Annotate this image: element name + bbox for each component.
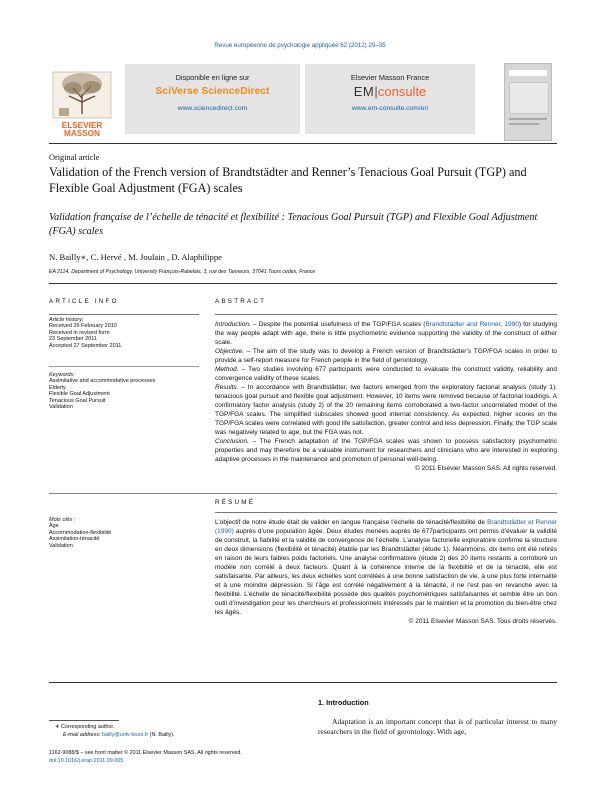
keywords-block <box>49 372 214 411</box>
citation-link[interactable]: Brandtstädter and Renner, 1990 <box>425 321 519 328</box>
abstract-introduction <box>215 320 557 347</box>
mots-cles-label: Mots clés : <box>49 517 76 523</box>
em-logo-em: EM <box>353 84 375 99</box>
sciencedirect-available: Disponible en ligne sur <box>175 73 250 82</box>
abstract-method <box>215 365 557 383</box>
mot-cle: Accommodation-flexibilité <box>49 529 112 536</box>
email-suffix: (N. Bailly). <box>148 732 175 738</box>
introduction-text <box>318 717 557 737</box>
header-rule <box>49 283 557 284</box>
corresponding-author-note: ∗ Corresponding author. <box>55 724 115 730</box>
journal-banner <box>49 64 551 140</box>
abstract-results-label: Results. <box>215 384 239 391</box>
keyword: Tenacious Goal Pursuit <box>49 397 106 404</box>
abstract-conclusion-label: Conclusion. <box>215 438 249 445</box>
resume-body <box>215 518 557 626</box>
abstract-rule <box>215 314 557 315</box>
abstract-method-text: – Two studies involving 677 participants were conducted to evaluate the construct validity, reliability and convergence validity of these scales. <box>215 366 557 382</box>
abstract-results <box>215 383 557 437</box>
history-line: 23 September 2011 <box>49 336 97 342</box>
article-type: Original article <box>49 153 100 162</box>
abstract-objective-label: Objective. <box>215 348 244 355</box>
email-note <box>63 732 175 738</box>
doi-link[interactable]: doi:10.1016/j.erap.2011.09.005 <box>49 758 124 764</box>
abstract-conclusion-text: – The French adaptation of the TGP/FGA scales was shown to possess satisfactory psychometric properties and may therefore be a valuable instrument for researchers and clinicians who are interested in exploring adaptive processes in the maintenance and promotion of personal well-being. <box>215 438 557 463</box>
keyword: Flexible Goal Adjustment <box>49 391 110 397</box>
history-label: Article history: <box>49 317 84 323</box>
journal-cover-image <box>504 63 552 141</box>
affiliation: EA 2114, Department of Psychology, University François-Rabelais, 3, rue des Tanneurs, 37041 Tours cedex, France <box>49 269 316 275</box>
resume-heading: RÉSUMÉ <box>215 499 256 506</box>
history-line: Accepted 27 September 2011 <box>49 342 122 349</box>
article-subtitle: Validation française de l’échelle de ténacité et flexibilité : Tenacious Goal Pursuit (TGP) and Flexible Goal Adjustment (FGA) scales <box>49 212 538 237</box>
author-list: N. Bailly∗, C. Hervé , M. Joulain , D. Alaphilippe <box>49 252 222 262</box>
abstract-method-label: Method. <box>215 366 239 373</box>
abstract-intro-text: – Despite the potential usefulness of the TGP/FGA scales ( <box>250 321 426 328</box>
logo-word-masson: MASSON <box>64 129 100 138</box>
abstract-objective <box>215 347 557 365</box>
resume-copyright: © 2011 Elsevier Masson SAS. Tous droits réservés. <box>408 618 557 625</box>
abstract-intro-label: Introduction. <box>215 321 251 328</box>
sciencedirect-box[interactable] <box>125 64 300 134</box>
keywords-label: Keywords: <box>49 372 75 378</box>
resume-top-rule <box>49 493 557 494</box>
introduction-heading: 1. Introduction <box>318 698 369 707</box>
email-label: E-mail address: <box>63 732 101 738</box>
abstract-objective-text: – The aim of the study was to develop a French version of Brandtstädter’s TGP/FGA scales in order to provide a self-report measure for French people in the field of gerontology. <box>215 348 557 364</box>
abstract-body <box>215 320 557 473</box>
logo-word-elsevier: ELSEVIER <box>61 121 103 130</box>
banner-rule <box>49 143 557 144</box>
sciencedirect-name: SciVerse ScienceDirect <box>155 86 270 97</box>
keyword: Elderly <box>49 384 66 391</box>
sciencedirect-url[interactable]: www.sciencedirect.com <box>177 105 248 112</box>
keywords-rule <box>49 366 199 367</box>
em-publisher-name: Elsevier Masson France <box>350 73 430 82</box>
mot-cle: Âge <box>49 523 59 529</box>
resume-rule <box>215 512 557 513</box>
abstract-results-text: – In accordance with Brandtstädter, two factors emerged from the exploratory factorial analysis (study 1): tenacious goal pursuit and flexible goal adjustment. However, 10 items were removed because of factorial loadings. A confirmatory factor analysis (study 2) of the 20 remaining items corroborated a two-factor uncorrelated model of the TGP/FGA scales. The simplified subscales showed good internal consistency. As expected, higher scores on the TGP/FGA scales were correlated with good life satisfaction, greater control and less depression. Finally, the TGP scale was negatively related to age, but the FGA was not. <box>215 384 557 436</box>
article-title: Validation of the French version of Brandtstädter and Renner’s Tenacious Goal Pursuit (TGP) and Flexible Goal Adjustment (FGA) scales <box>49 165 527 195</box>
citation-link[interactable]: Brandtstädter et Renner (1990) <box>215 519 557 535</box>
front-matter-line: 1162-9088/$ – see front matter © 2011 Elsevier Masson SAS. All rights reserved. <box>49 750 242 756</box>
mot-cle: Assimilation-ténacité <box>49 536 100 542</box>
article-info-rule <box>49 314 199 315</box>
article-history <box>49 317 209 349</box>
body-rule <box>49 682 557 683</box>
abstract-copyright: © 2011 Elsevier Masson SAS. All rights reserved. <box>415 465 557 472</box>
em-consulte-logo: EM|consulte <box>353 84 427 99</box>
keyword: Assimilative and accommodative processes <box>49 378 156 384</box>
history-line: Received 26 February 2010 <box>49 323 117 329</box>
resume-text: L’objectif de notre étude était de valider en langue française l’échelle de ténacité/flexibilité de <box>215 519 488 526</box>
journal-header[interactable]: Revue européenne de psychologie appliquée 62 (2012) 29–35 <box>214 42 386 49</box>
abstract-heading: ABSTRACT <box>215 298 267 305</box>
em-consulte-box[interactable] <box>305 64 475 134</box>
resume-text: auprès d’une population âgée. Deux études menées auprès de 677participants ont permis d’évaluer la validité de construit, la fiabilité et la validité de convergence de l’échelle. L’analyse factorielle exploratoire confirme la structure en deux dimensions (flexibilité et ténacité) établie par les Brandtstädter (étude 1). Néanmoins, dix items ont été retirés en raison de leurs faibles poids factoriels. Une analyse confirmatoire (étude 2) des 20 items restants a corroboré un modèle non corrélé à deux facteurs. Quant à la cohérence interne de la flexibilité et de la ténacité, elle est satisfaisante. Par ailleurs, les deux échelles sont corrélées à une bonne satisfaction de vie, à une plus forte internalité et à une moindre dépression. Si l’âge est corrélé négativement à la ténacité, il ne l’est pas en revanche avec la flexibilité. L’échelle de ténacité/flexibilité possède des qualités psychométriques satisfaisantes et semble être un bon outil d’investigation pour les chercheurs et professionnels intéressés par le maintien et la promotion du bien-être chez les âgés. <box>215 528 557 616</box>
keyword: Validation <box>49 404 73 410</box>
em-consulte-url[interactable]: www.em-consulte.com/en <box>351 105 429 112</box>
abstract-conclusion <box>215 437 557 464</box>
mot-cle: Validation <box>49 542 73 549</box>
abstract-intro-text: ) for studying the way people adapt with age, there is little psychometric evidence supporting the validity of the construct of either scale. <box>215 321 558 346</box>
article-info-heading: ARTICLE INFO <box>49 298 119 305</box>
history-line: Received in revised form <box>49 329 110 336</box>
em-logo-consulte: consulte <box>377 84 427 99</box>
mots-cles-block <box>49 517 209 549</box>
email-link[interactable]: bailly@univ-tours.fr <box>101 732 149 738</box>
footnote-rule <box>49 720 119 721</box>
introduction-paragraph: Adaptation is an important concept that is of particular interest to many researchers in the field of gerontology. With age, <box>318 717 557 736</box>
